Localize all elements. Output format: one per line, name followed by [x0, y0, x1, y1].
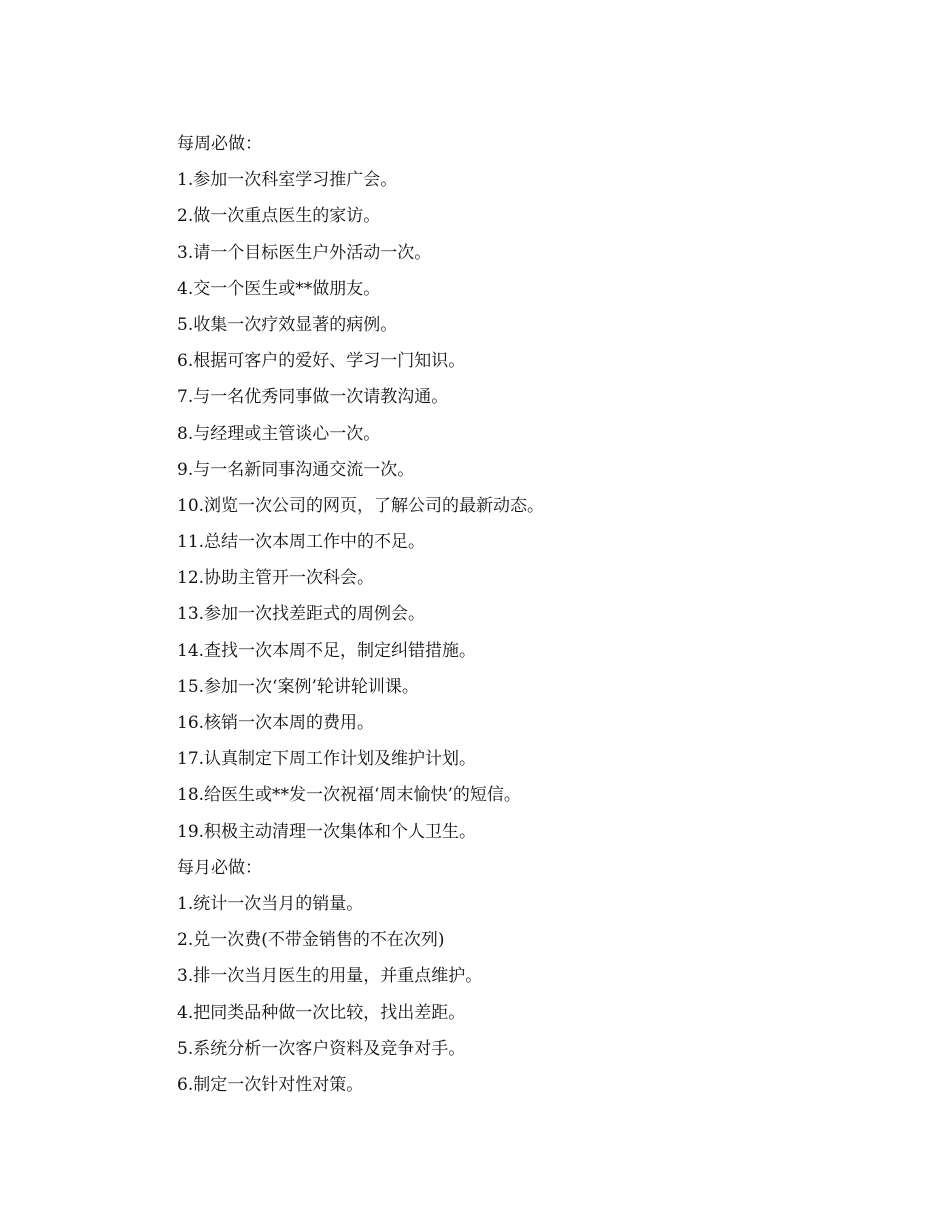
- document-body: [177, 126, 877, 1103]
- weekly-item: 5.收集一次疗效显著的病例。: [177, 314, 398, 335]
- weekly-item: 8.与经理或主管谈心一次。: [177, 423, 381, 444]
- weekly-item: 19.积极主动清理一次集体和个人卫生。: [177, 821, 477, 842]
- weekly-item: 6.根据可客户的爱好、学习一门知识。: [177, 351, 466, 372]
- weekly-item: 16.核销一次本周的费用。: [177, 713, 375, 733]
- monthly-heading: 每月必做：: [177, 857, 262, 878]
- weekly-heading: 每周必做：: [177, 134, 262, 154]
- weekly-item: 11.总结一次本周工作中的不足。: [177, 532, 426, 553]
- weekly-item: 10.浏览一次公司的网页，了解公司的最新动态。: [177, 495, 545, 516]
- weekly-item: 3.请一个目标医生户外活动一次。: [177, 242, 432, 263]
- monthly-item: 6.制定一次针对性对策。: [177, 1074, 364, 1095]
- weekly-item: 1.参加一次科室学习推广会。: [177, 170, 398, 191]
- weekly-item: 18.给医生或**发一次祝福‘周末愉快’的短信。: [177, 785, 521, 806]
- monthly-item: 3.排一次当月医生的用量，并重点维护。: [177, 966, 483, 987]
- weekly-item: 13.参加一次找差距式的周例会。: [177, 604, 426, 625]
- monthly-item: 5.系统分析一次客户资料及竞争对手。: [177, 1038, 466, 1059]
- monthly-item: 4.把同类品种做一次比较，找出差距。: [177, 1002, 466, 1023]
- weekly-item: 2.做一次重点医生的家访。: [177, 206, 381, 227]
- monthly-item: 2.兑一次费(不带金销售的不在次列): [177, 930, 445, 951]
- weekly-item: 7.与一名优秀同事做一次请教沟通。: [177, 387, 449, 408]
- weekly-item: 12.协助主管开一次科会。: [177, 568, 375, 589]
- weekly-item: 15.参加一次‘案例’轮讲轮训课。: [177, 676, 419, 697]
- monthly-item: 1.统计一次当月的销量。: [177, 893, 364, 914]
- weekly-item: 17.认真制定下周工作计划及维护计划。: [177, 749, 477, 770]
- weekly-item: 4.交一个医生或**做朋友。: [177, 278, 381, 299]
- weekly-item: 14.查找一次本周不足，制定纠错措施。: [177, 640, 477, 661]
- weekly-item: 9.与一名新同事沟通交流一次。: [177, 459, 415, 480]
